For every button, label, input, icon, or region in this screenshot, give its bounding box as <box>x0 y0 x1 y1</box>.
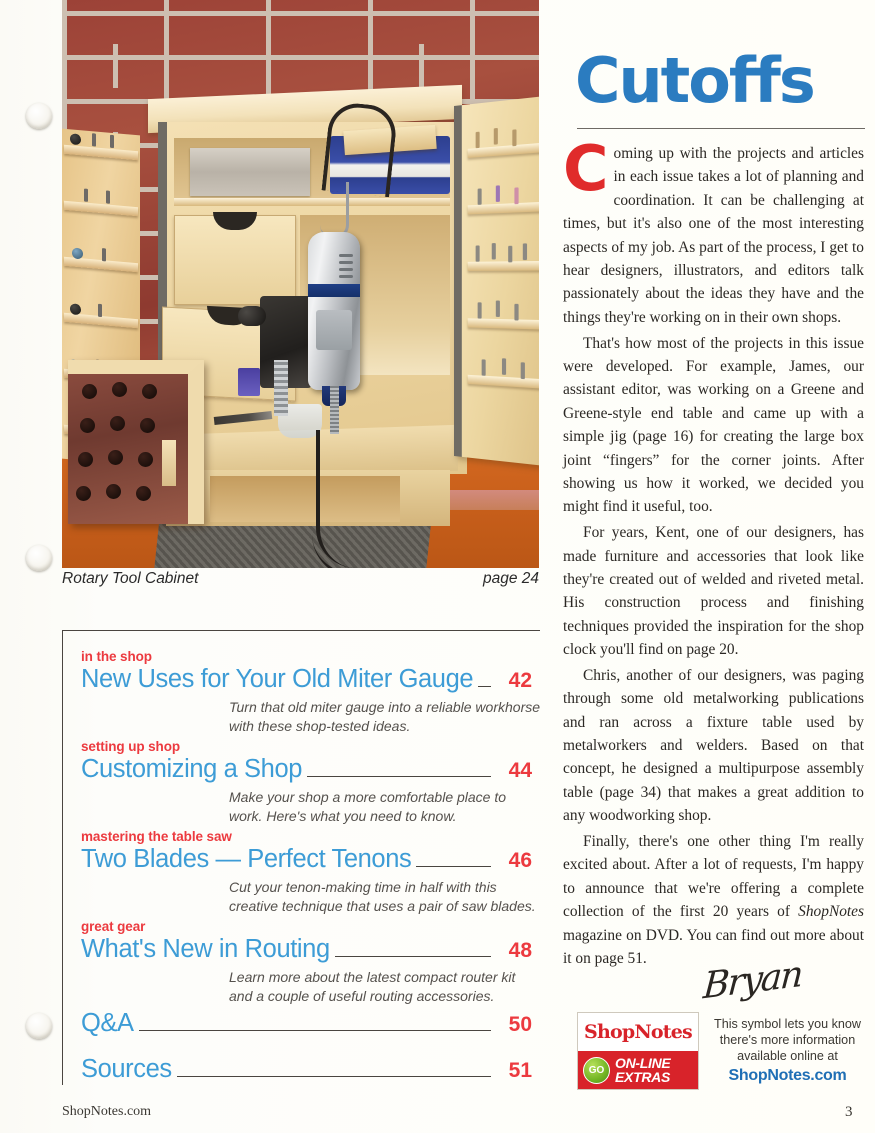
toc-leader-rule <box>139 1030 491 1031</box>
cabinet-door-bit-rack <box>454 95 539 467</box>
toc-title[interactable]: Q&A <box>81 1009 134 1037</box>
online-extras-line1: ON-LINE <box>615 1054 671 1071</box>
title-divider <box>577 128 865 129</box>
toc-entry[interactable] <box>81 1055 540 1084</box>
column-paragraph-final <box>563 830 864 970</box>
power-cord-lower <box>312 534 382 568</box>
toc-description: Cut your tenon-making time in half with this creative technique that uses a pair of saw blades. <box>229 879 536 915</box>
cabinet-drawer-upper <box>174 215 296 305</box>
cabinet-plinth-recess <box>210 476 400 522</box>
toc-leader-rule <box>335 956 491 957</box>
column-paragraph: That's how most of the projects in this issue were developed. For example, James, our assistant editor, was working on a Greene and Greene-style end table and came up with a simple jig (page 16) for creating the large box joint “fingers” for the corner joints. After showing us how it worked, we decided you might find it useful, too. <box>563 334 864 516</box>
toc-entry[interactable] <box>81 649 540 737</box>
online-extras-blurb <box>699 1012 867 1090</box>
toc-entry[interactable] <box>81 739 540 827</box>
toc-leader-rule <box>307 776 491 777</box>
toc-title[interactable]: What's New in Routing <box>81 935 330 963</box>
toc-title-row <box>81 755 540 784</box>
online-extras-line2: EXTRAS <box>615 1069 670 1085</box>
toc-title[interactable]: Sources <box>81 1055 172 1083</box>
column-paragraph: Chris, another of our designers, was paging through some old metalworking publications and ran across a fixture table used by metalworkers and welders. Based on that concept, he designed a multipurpose assembly table (page 34) that makes a great addition to any woodworking shop. <box>563 666 864 825</box>
online-extras-text <box>615 1056 670 1085</box>
toc-description: Make your shop a more comfortable place to work. Here's what you need to know. <box>229 789 507 825</box>
toc-title-row <box>81 665 540 694</box>
toc-title[interactable]: Customizing a Shop <box>81 755 303 783</box>
shopnotes-online-extras-logo <box>577 1012 699 1090</box>
brick-course <box>62 44 539 88</box>
editors-column-body <box>563 132 864 973</box>
online-extras-banner <box>578 1051 698 1089</box>
toc-page-number: 48 <box>508 939 532 962</box>
go-icon: GO <box>583 1057 610 1084</box>
blurb-line-3: available online at <box>737 1049 838 1064</box>
footer-site: ShopNotes.com <box>62 1104 152 1119</box>
rotary-tool <box>308 232 360 390</box>
toc-page-number: 50 <box>508 1013 532 1036</box>
toc-kicker: mastering the table saw <box>81 829 232 844</box>
rotary-tool-collar <box>308 284 360 297</box>
toc-leader-rule <box>416 866 491 867</box>
column-paragraph <box>563 132 864 329</box>
magazine-name-italic: ShopNotes <box>798 903 864 921</box>
final-paragraph-post: magazine on DVD. You can find out more about it on page 51. <box>563 926 864 967</box>
column-paragraph-text: oming up with the projects and articles in each issue takes a lot of planning and coordination. It can be challenging at times, but it's also one of the most interesting aspects of my job. As part of the process, I get to hear designers, illustrators, and editors talk passionately about the ideas they have and the things they're working on in their own shops. <box>563 145 864 326</box>
right-column <box>563 0 875 1133</box>
toc-description: Learn more about the latest compact router kit and a couple of useful routing accessories. <box>229 969 516 1005</box>
blurb-line-2: there's more information <box>719 1032 856 1047</box>
flex-shaft <box>330 386 339 434</box>
drill-bit-storage-block <box>68 360 204 524</box>
s-hook <box>320 182 349 239</box>
toc-kicker: in the shop <box>81 649 152 664</box>
photo-page-reference: page 24 <box>482 570 539 587</box>
rotary-tool-cabinet-photo <box>62 0 539 568</box>
rotary-tool-label <box>316 310 352 350</box>
final-paragraph-pre: Finally, there's one other thing I'm really excited about. After a lot of requests, I'm happy to announce that we're offering a complete collection of the first 20 years of <box>563 832 864 921</box>
table-of-contents <box>62 630 540 1085</box>
toc-title-row <box>81 845 540 874</box>
toc-entry[interactable] <box>81 1009 540 1038</box>
photo-caption: Rotary Tool Cabinet <box>62 570 199 587</box>
shopnotes-website-link[interactable]: ShopNotes.com <box>728 1066 847 1084</box>
toc-entry[interactable] <box>81 829 540 917</box>
cabinet-shelf <box>174 198 450 206</box>
toc-description: Turn that old miter gauge into a reliable workhorse with these shop-tested ideas. <box>229 699 541 735</box>
toc-leader-rule <box>177 1076 491 1077</box>
editor-signature: Bryan <box>701 953 803 1008</box>
toc-title[interactable]: New Uses for Your Old Miter Gauge <box>81 665 474 693</box>
blurb-line-1: This symbol lets you know <box>714 1016 861 1031</box>
purple-container <box>238 368 260 396</box>
photo-caption-row <box>62 570 539 588</box>
toc-title[interactable]: Two Blades — Perfect Tenons <box>81 845 412 873</box>
column-paragraph: For years, Kent, one of our designers, has made furniture and accessories that look like they're created out of welded and riveted metal. His construction process and finishing techniques provided the inspiration for the shop clock you'll find on page 20. <box>563 524 864 659</box>
stacked-sandpaper <box>190 148 310 196</box>
bit-block-slot <box>162 440 176 486</box>
page-title: Cutoffs <box>575 44 814 117</box>
toc-title-row <box>81 935 540 964</box>
drawer-pull <box>213 212 257 230</box>
toc-page-number: 42 <box>508 669 532 692</box>
toc-kicker: great gear <box>81 919 146 934</box>
toc-entry[interactable] <box>81 919 540 1007</box>
bit-storage-tube <box>274 360 288 416</box>
toc-leader-rule <box>478 686 491 687</box>
online-extras-badge[interactable] <box>577 1012 867 1090</box>
drop-cap: C <box>563 132 609 205</box>
photo-canvas <box>62 0 539 568</box>
toc-title-row <box>81 1055 540 1084</box>
footer-page-number: 3 <box>845 1104 853 1120</box>
toc-title-row <box>81 1009 540 1038</box>
stand-adjust-knob <box>238 306 266 326</box>
toc-kicker: setting up shop <box>81 739 180 754</box>
shopnotes-wordmark: ShopNotes <box>584 1021 692 1043</box>
toc-page-number: 51 <box>508 1059 532 1082</box>
toc-page-number: 46 <box>508 849 532 872</box>
toc-page-number: 44 <box>508 759 532 782</box>
